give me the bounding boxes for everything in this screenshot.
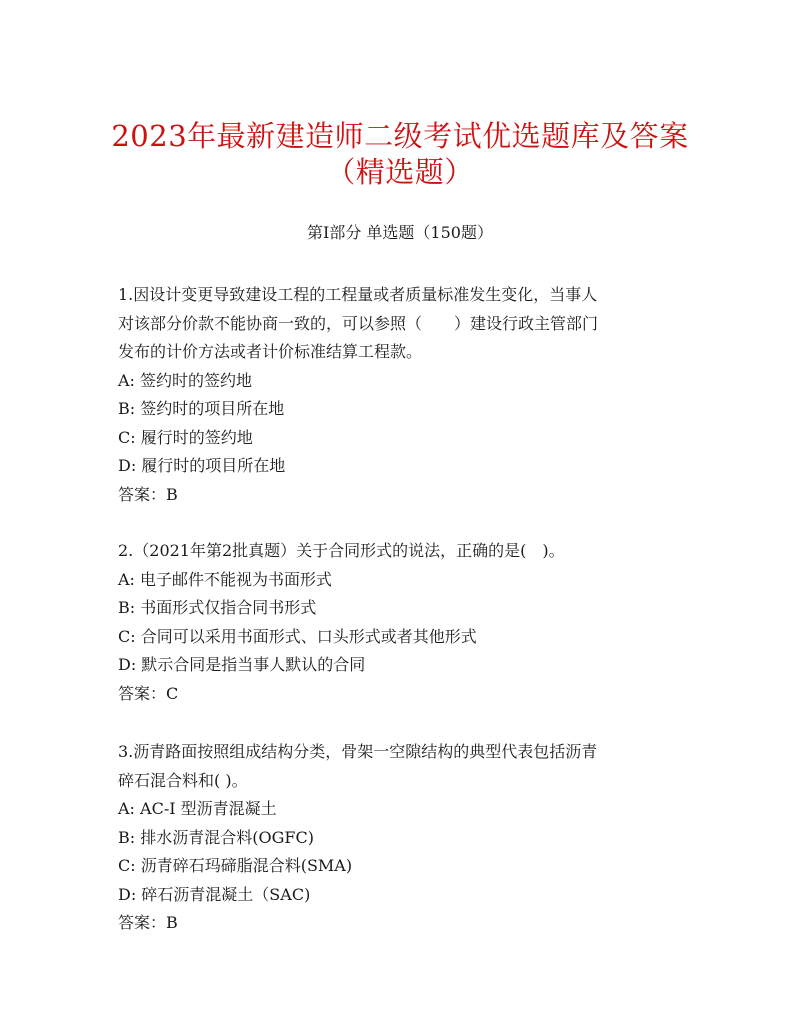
option-c: C: 沥青碎石玛碲脂混合料(SMA): [118, 856, 353, 875]
title-line-1: 2023年最新建造师二级考试优选题库及答案: [111, 119, 689, 153]
question-text-line: 1.因设计变更导致建设工程的工程量或者质量标准发生变化，当事人: [118, 285, 598, 304]
document-title: [0, 118, 800, 190]
option-a: A: 签约时的签约地: [118, 370, 253, 390]
option-b: B: 排水沥青混合料(OGFC): [118, 827, 314, 847]
question-1: [118, 281, 688, 509]
question-text-line: 对该部分价款不能协商一致的，可以参照（ ）建设行政主管部门: [118, 313, 599, 333]
option-b: B: 书面形式仅指合同书形式: [118, 598, 317, 617]
section-heading: 第I部分 单选题（150题）: [307, 223, 493, 242]
question-text-line: 发布的计价方法或者计价标准结算工程款。: [118, 342, 423, 361]
option-c: C: 合同可以采用书面形式、口头形式或者其他形式: [118, 626, 477, 646]
option-c: C: 履行时的签约地: [118, 427, 253, 447]
option-d: D: 碎石沥青混凝土（SAC): [118, 884, 311, 904]
title-line-2: （精选题）: [326, 155, 474, 189]
question-3: [118, 738, 688, 938]
question-text-line: 3.沥青路面按照组成结构分类，骨架一空隙结构的典型代表包括沥青: [118, 742, 598, 761]
answer: 答案：B: [118, 913, 178, 932]
option-b: B: 签约时的项目所在地: [118, 399, 285, 418]
question-2: [118, 537, 688, 708]
option-d: D: 履行时的项目所在地: [118, 456, 286, 475]
option-a: A: 电子邮件不能视为书面形式: [118, 569, 333, 589]
question-text-line: 碎石混合料和( )。: [118, 770, 248, 790]
answer: 答案：C: [118, 683, 179, 703]
option-a: A: AC-I 型沥青混凝土: [118, 799, 277, 818]
option-d: D: 默示合同是指当事人默认的合同: [118, 655, 366, 674]
question-text-line: 2.（2021年第2批真题）关于合同形式的说法，正确的是( )。: [118, 541, 565, 560]
answer: 答案：B: [118, 484, 178, 504]
